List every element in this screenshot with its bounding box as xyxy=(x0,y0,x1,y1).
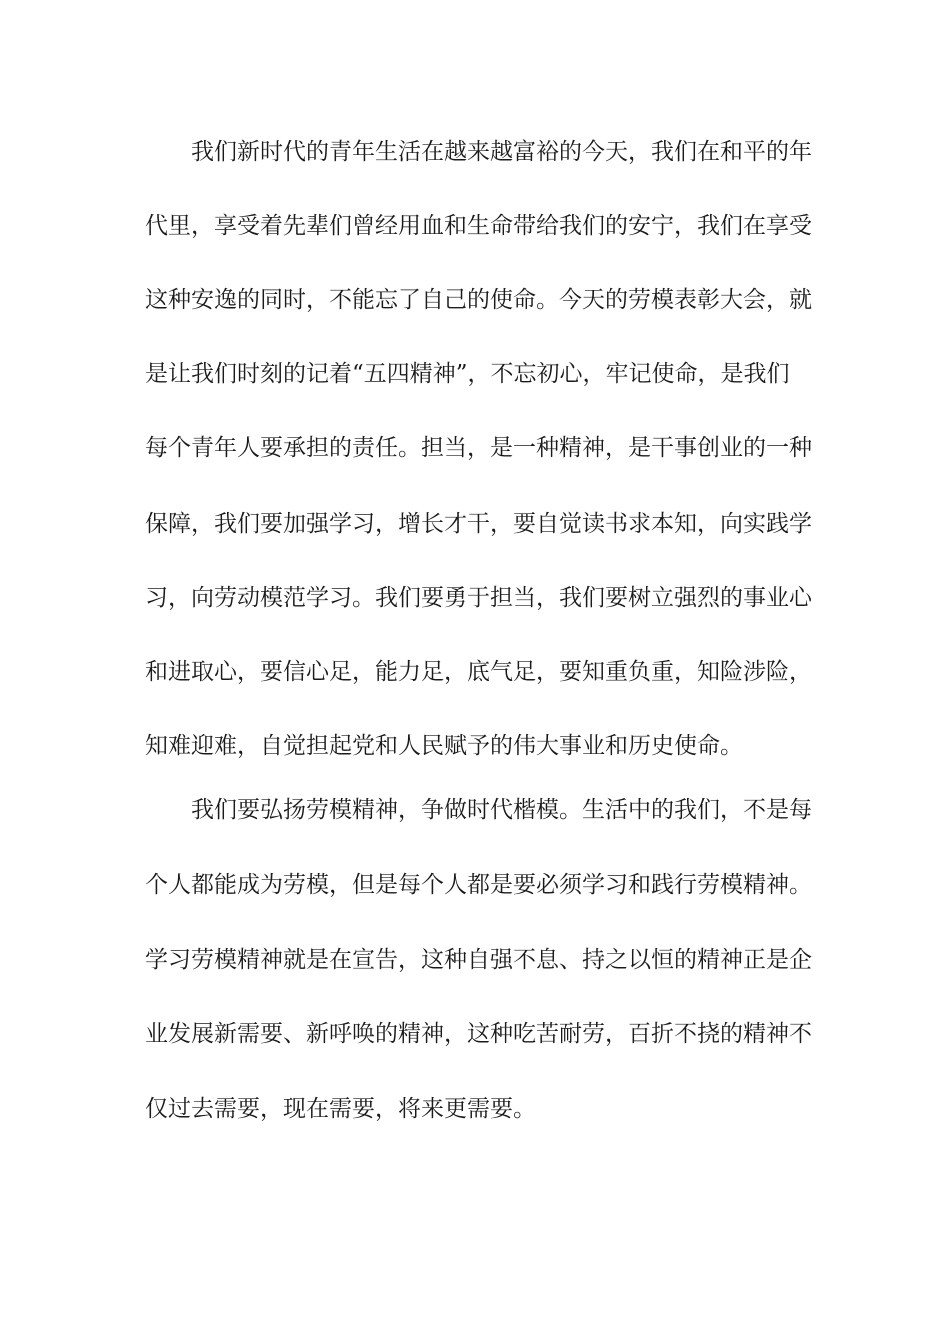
paragraph-line: 这种安逸的同时，不能忘了自己的使命。今天的劳模表彰大会，就 xyxy=(145,287,812,313)
paragraph-line: 业发展新需要、新呼唤的精神，这种吃苦耐劳，百折不挠的精神不 xyxy=(145,1021,812,1047)
paragraph-line: 知难迎难，自觉担起党和人民赋予的伟大事业和历史使命。 xyxy=(145,733,743,759)
paragraph-line: 代里，享受着先辈们曾经用血和生命带给我们的安宁，我们在享受 xyxy=(145,213,812,239)
paragraph-line: 保障，我们要加强学习，增长才干，要自觉读书求本知，向实践学 xyxy=(145,511,812,537)
paragraph-line: 每个青年人要承担的责任。担当，是一种精神，是干事创业的一种 xyxy=(145,435,812,461)
paragraph-line: 是让我们时刻的记着“五四精神”，不忘初心，牢记使命，是我们 xyxy=(145,361,790,387)
paragraph-line: 习，向劳动模范学习。我们要勇于担当，我们要树立强烈的事业心 xyxy=(145,585,812,611)
paragraph-line: 个人都能成为劳模，但是每个人都是要必须学习和践行劳模精神。 xyxy=(145,872,812,898)
paragraph-line: 学习劳模精神就是在宣告，这种自强不息、持之以恒的精神正是企 xyxy=(145,947,812,973)
paragraph-line: 我们新时代的青年生活在越来越富裕的今天，我们在和平的年 xyxy=(191,139,812,165)
paragraph-line: 和进取心，要信心足，能力足，底气足，要知重负重，知险涉险， xyxy=(145,659,812,685)
paragraph-line: 我们要弘扬劳模精神，争做时代楷模。生活中的我们，不是每 xyxy=(191,797,812,823)
paragraph-line: 仅过去需要，现在需要，将来更需要。 xyxy=(145,1096,536,1122)
